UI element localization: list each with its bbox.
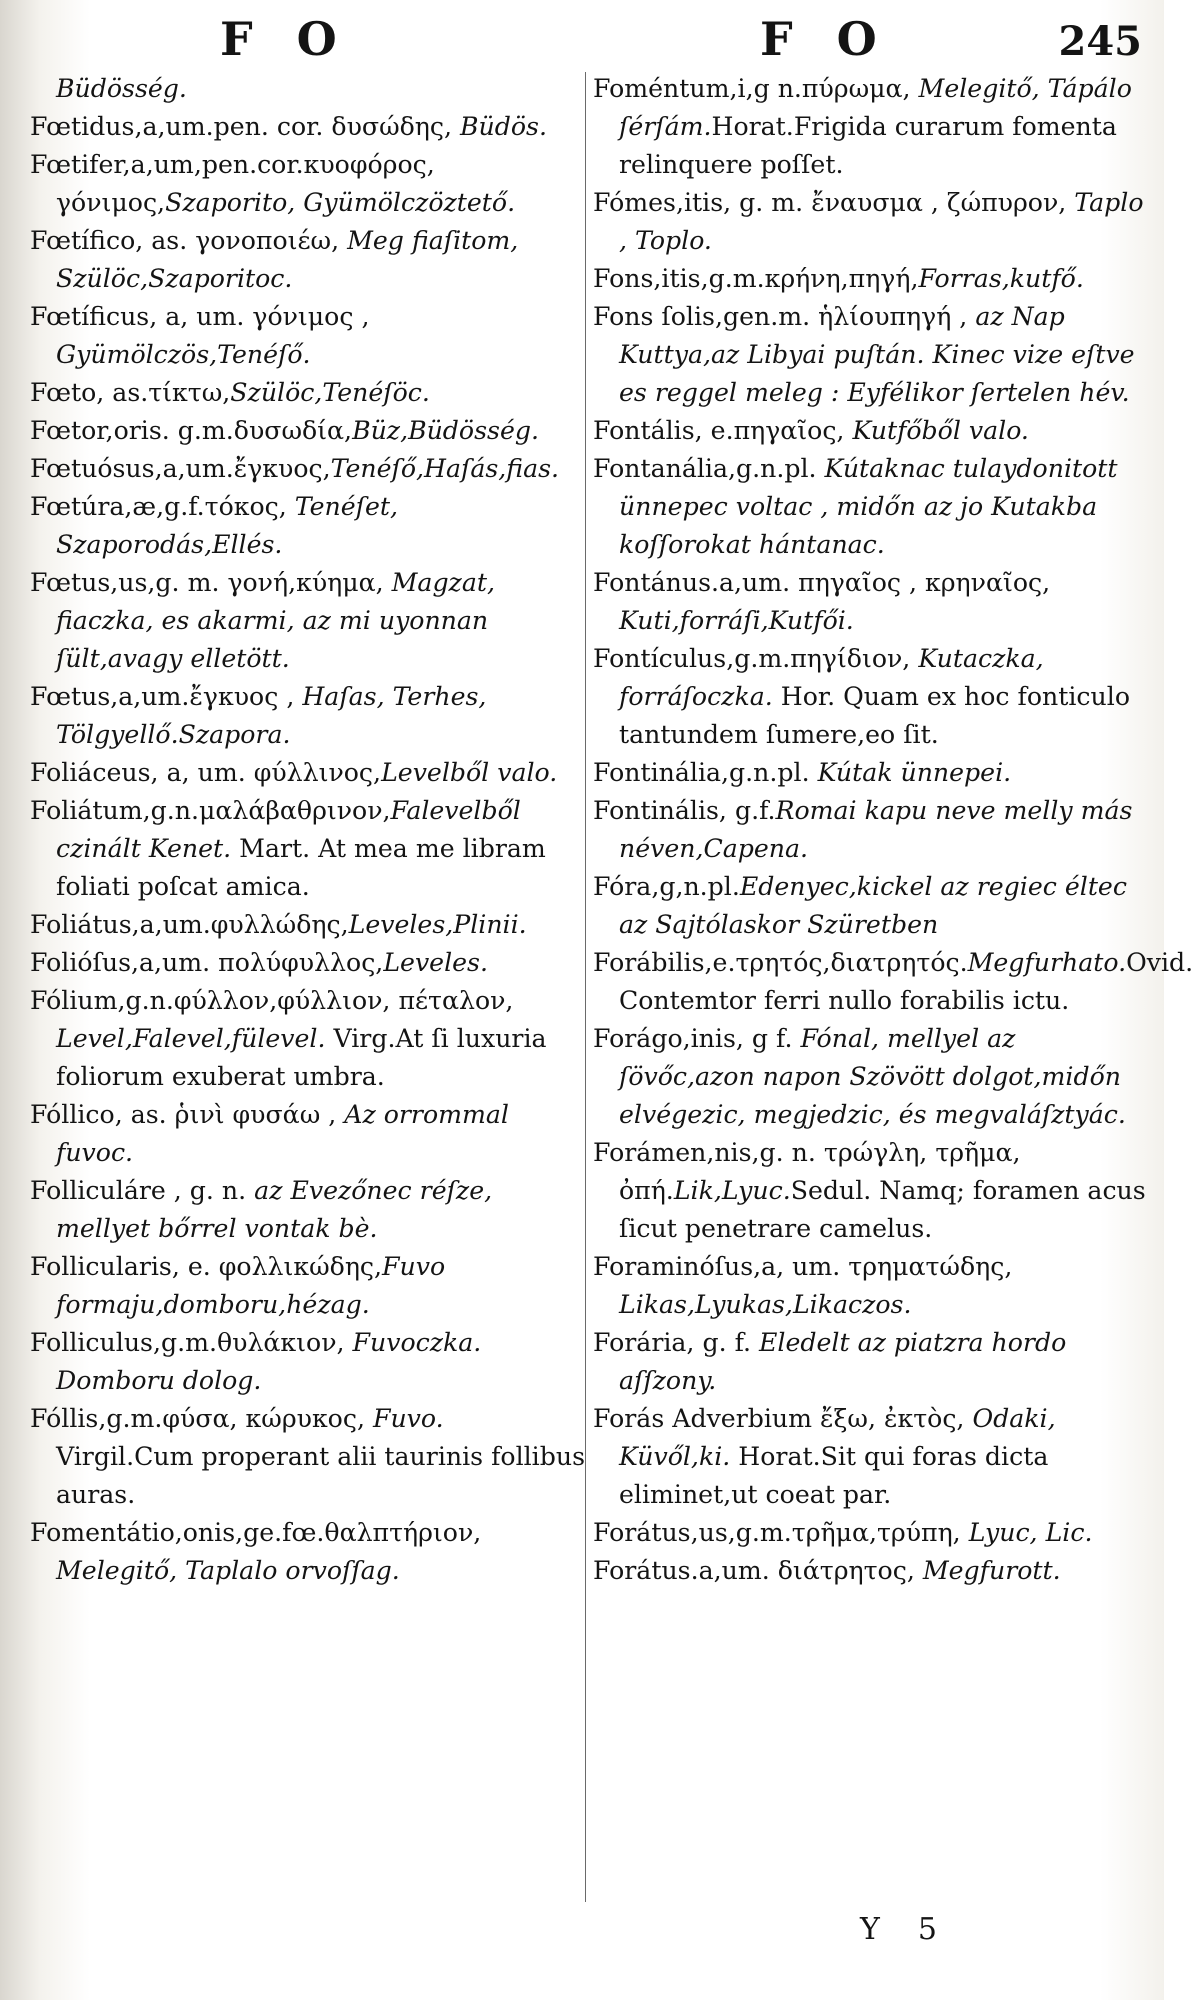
entry-definition: Lyuc, Lic. [960, 1518, 1093, 1547]
entry-headword: Foraminóſus,a, um. τρηματώδης, [593, 1252, 1013, 1281]
entry-definition: Leveles. [383, 948, 488, 977]
dictionary-entry [30, 1096, 585, 1172]
entry-definition: Odaki, Küvől,ki. [619, 1404, 1056, 1471]
dictionary-entry [30, 944, 585, 982]
entry-definition: Levelből valo. [381, 758, 558, 787]
entry-headword: Forámen,nis,g. n. τρώγλη, τρῆμα, ὀπή. [593, 1138, 1021, 1205]
entry-definition: Meg fiaſitom, Szülöc,Szaporitoc. [56, 226, 519, 293]
dictionary-entry [30, 450, 585, 488]
entry-headword: Fœtífico, as. γονοποιέω, [30, 226, 340, 255]
dictionary-entry [593, 1248, 1148, 1324]
entry-citation: Virgil.Cum properant alii taurinis follibus auras. [56, 1442, 586, 1509]
entry-headword: Fómes,itis, g. m. ἔναυσμα , ζώπυρον, [593, 188, 1067, 217]
entry-headword: Fons,itis,g.m.κρήνη,πηγή, [593, 264, 919, 293]
right-column [593, 70, 1193, 1940]
dictionary-entry [30, 564, 585, 678]
dictionary-entry [593, 1134, 1148, 1248]
right-entry-list [593, 70, 1193, 1590]
dictionary-entry [593, 1400, 1148, 1514]
entry-headword: Fœtor,oris. g.m.δυσωδία, [30, 416, 353, 445]
entry-definition: Level,Falevel,fülevel. [56, 1024, 326, 1053]
entry-headword: Fœto, as.τίκτω, [30, 378, 231, 407]
entry-headword: Follicularis, e. φολλικώδης, [30, 1252, 383, 1281]
entry-definition: Kútaknac tulaydonitott ünnepec voltac , midőn az jo Kutakba koſſorokat hántanac. [619, 454, 1118, 559]
dictionary-entry [30, 982, 585, 1096]
entry-headword: Forátus.a,um. διάτρητος, [593, 1556, 915, 1585]
entry-headword: Foméntum,i,g n.πύρωμα, [593, 74, 911, 103]
entry-definition: Az orrommal fuvoc. [56, 1100, 509, 1167]
dictionary-entry [30, 1172, 585, 1248]
dictionary-entry [30, 374, 585, 412]
entry-definition: Fuvo formaju,domboru,hézag. [56, 1252, 446, 1319]
entry-definition: Kuti,forráſi,Kutfői. [619, 606, 854, 635]
entry-citation: Sedul. Namq; foramen acus ſicut penetrare camelus. [619, 1176, 1146, 1243]
dictionary-entry [30, 792, 585, 906]
entry-headword: Folliculus,g.m.θυλάκιον, [30, 1328, 345, 1357]
entry-headword: Foliátus,a,um.φυλλώδης, [30, 910, 349, 939]
entry-definition: Melegitő, Tápálo ſérſám. [619, 74, 1132, 141]
entry-definition: Leveles,Plinii. [348, 910, 527, 939]
entry-headword: Foliáceus, a, um. φύλλινος, [30, 758, 382, 787]
entry-definition: Forras,kutfő. [918, 264, 1084, 293]
entry-definition: Megfurhato. [967, 948, 1127, 977]
dictionary-entry [593, 184, 1148, 260]
entry-headword: Fœtifer,a,um,pen.cor.κυοφόρος, γόνιμος, [30, 150, 435, 217]
page-number: 245 [1058, 18, 1142, 65]
entry-definition: Lik,Lyuc. [673, 1176, 791, 1205]
entry-definition: az Evezőnec réſze, mellyet bőrrel vontak bè. [56, 1176, 493, 1243]
entry-headword: Fontinális, g.f. [593, 796, 776, 825]
entry-headword: Fontinália,g.n.pl. [593, 758, 810, 787]
dictionary-entry [593, 1324, 1148, 1400]
dictionary-entry [30, 1324, 585, 1400]
entry-definition: Fuvo. [364, 1404, 444, 1433]
dictionary-entry [30, 754, 585, 792]
header-left-letters: F O [220, 12, 351, 66]
left-column [30, 70, 585, 1940]
dictionary-entry [593, 754, 1148, 792]
dictionary-entry [593, 944, 1193, 1020]
entry-headword: Fontanália,g.n.pl. [593, 454, 817, 483]
entry-headword: Fons ſolis,gen.m. ἡλίουπηγή , [593, 302, 968, 331]
entry-citation: Mart. At mea me libram foliati poſcat amica. [56, 834, 546, 901]
dictionary-entry [593, 868, 1148, 944]
entry-definition: Falevelből czinált Kenet. [56, 796, 521, 863]
dictionary-entry [30, 1248, 585, 1324]
dictionary-entry [30, 906, 585, 944]
signature-number: 5 [917, 1912, 937, 1947]
entry-definition: Kutaczka, forráſoczka. [619, 644, 1044, 711]
entry-headword: Forás Adverbium ἔξω, ἐκτὸς, [593, 1404, 965, 1433]
dictionary-entry [593, 792, 1148, 868]
entry-definition: Kútak ünnepei. [809, 758, 1012, 787]
entry-headword: Fontículus,g.m.πηγίδιον, [593, 644, 911, 673]
dictionary-entry [30, 1514, 585, 1590]
entry-headword: Fœtúra,æ,g.f.τόκος, [30, 492, 287, 521]
dictionary-entry [593, 1552, 1148, 1590]
entry-headword: Fœtidus,a,um.pen. cor. δυσώδης, [30, 112, 452, 141]
entry-headword: Fœtíficus, a, um. γόνιμος , [30, 302, 370, 331]
entry-headword: Folliculáre , g. n. [30, 1176, 247, 1205]
entry-definition: Kutfőből valo. [844, 416, 1029, 445]
entry-headword: Fœtus,us,g. m. γονή,κύημα, [30, 568, 384, 597]
signature-letter: Y [860, 1912, 880, 1947]
entry-headword: Forágo,inis, g f. [593, 1024, 793, 1053]
dictionary-entry [593, 70, 1148, 184]
dictionary-entry [30, 412, 585, 450]
dictionary-entry [593, 450, 1148, 564]
entry-definition: az Nap Kuttya,az Libyai puſtán. Kinec vize eſtve es reggel meleg : Eyfélikor ſertelen hév. [619, 302, 1135, 407]
header-right-letters: F O [760, 12, 891, 66]
entry-headword: Fontánus.a,um. πηγαῖος , κρηναῖος, [593, 568, 1051, 597]
entry-citation: Horat.Sit qui foras dicta eliminet,ut coeat par. [619, 1442, 1049, 1509]
entry-headword: Foliátum,g.n.μαλάβαθρινον, [30, 796, 391, 825]
entry-definition: Tenéſő,Haſás,fias. [330, 454, 560, 483]
dictionary-entry [30, 298, 585, 374]
entry-headword: Forátus,us,g.m.τρῆμα,τρύπη, [593, 1518, 961, 1547]
dictionary-entry [593, 1514, 1148, 1552]
entry-definition: Büdös. [452, 112, 547, 141]
entry-citation: Virg.At ſi luxuria foliorum exuberat umbra. [56, 1024, 547, 1091]
entry-definition: Fuvoczka. Domboru dolog. [56, 1328, 482, 1395]
entry-definition: Romai kapu neve melly más néven,Capena. [619, 796, 1133, 863]
entry-definition: Haſas, Terhes, Tölgyellő.Szapora. [56, 682, 487, 749]
entry-headword: Fóllis,g.m.φύσα, κώρυκος, [30, 1404, 365, 1433]
dictionary-entry [30, 678, 585, 754]
entry-headword: Fomentátio,onis,ge.fœ.θαλπτήριον, [30, 1518, 482, 1547]
left-entry-list [30, 108, 585, 1590]
dictionary-entry [593, 1020, 1148, 1134]
entry-headword: Fóllico, as. ῥινὶ φυσάω , [30, 1100, 337, 1129]
entry-citation: Hor. Quam ex hoc fonticulo tantundem ſumere,eo ſit. [619, 682, 1130, 749]
dictionary-entry [30, 108, 585, 146]
signature-mark [860, 1912, 975, 1947]
entry-headword: Forária, g. f. [593, 1328, 752, 1357]
dictionary-entry [593, 260, 1148, 298]
entry-definition: Eledelt az piatzra hordo aſſzony. [619, 1328, 1067, 1395]
entry-headword: Fœtus,a,um.ἔγκυος , [30, 682, 295, 711]
entry-definition: Gyümölczös,Tenéſő. [56, 340, 311, 369]
dictionary-entry [30, 1400, 585, 1514]
entry-definition: Edenyec,kickel az regiec éltec az Sajtólaskor Szüretben [619, 872, 1127, 939]
running-header [0, 12, 1164, 72]
entry-headword: Fóra,g,n.pl. [593, 872, 740, 901]
entry-definition: Magzat, fiaczka, es akarmi, az mi uyonnan ſült,avagy elletött. [56, 568, 495, 673]
entry-definition: Fónal, mellyel az ſövőc,azon napon Szövött dolgot,midőn elvégezic, megjedzic, és megvaláſztyác. [619, 1024, 1126, 1129]
dictionary-entry [593, 412, 1148, 450]
entry-definition: Szülöc,Tenéſöc. [230, 378, 430, 407]
entry-definition: Büz,Büdösség. [352, 416, 539, 445]
entry-definition: Melegitő, Taplalo orvoſſag. [56, 1556, 400, 1585]
entry-headword: Fólium,g.n.φύλλον,φύλλιον, πέταλον, [30, 986, 514, 1015]
dictionary-entry [593, 298, 1148, 412]
dictionary-entry [593, 640, 1148, 754]
entry-citation: Ovid. Contemtor ferri nullo forabilis ictu. [619, 948, 1193, 1015]
dictionary-entry [593, 564, 1148, 640]
entry-headword: Fontális, e.πηγαῖος, [593, 416, 845, 445]
entry-headword: Fœtuósus,a,um.ἔγκυος, [30, 454, 331, 483]
dictionary-entry [30, 488, 585, 564]
entry-definition: Likas,Lyukas,Likaczos. [619, 1290, 912, 1319]
entry-definition: Megfurott. [914, 1556, 1061, 1585]
entry-definition: Taplo , Toplo. [619, 188, 1144, 255]
entry-headword: Forábilis,e.τρητός,διατρητός. [593, 948, 968, 977]
dictionary-entry [30, 222, 585, 298]
entry-headword: Folióſus,a,um. πολύφυλλος, [30, 948, 384, 977]
entry-definition: Szaporito, Gyümölczöztető. [165, 188, 516, 217]
dictionary-entry [30, 146, 585, 222]
entry-citation: Horat.Frigida curarum fomenta relinquere poſſet. [619, 112, 1117, 179]
entry-definition: Tenéſet, Szaporodás,Ellés. [56, 492, 399, 559]
column-divider [585, 72, 586, 1902]
continued-definition: Büdösség. [56, 74, 187, 103]
